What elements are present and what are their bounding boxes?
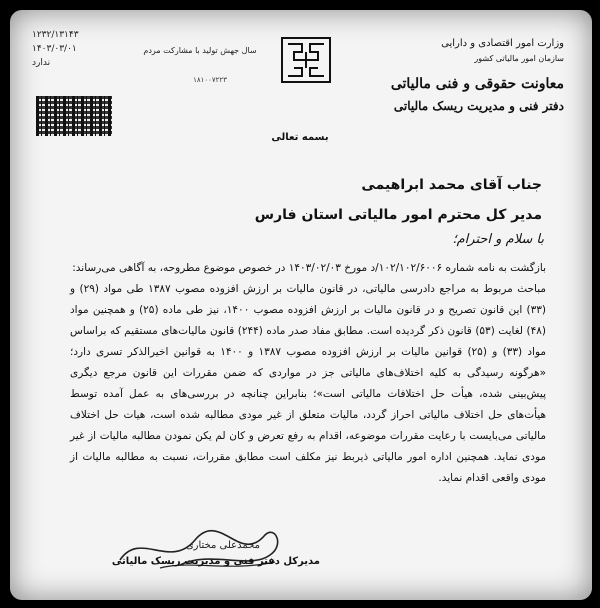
basmala: بسمه تعالی: [271, 132, 329, 143]
ministry-header: [364, 36, 564, 116]
addressee: [222, 170, 542, 230]
ministry-name: وزارت امور اقتصادی و دارایی: [441, 38, 564, 49]
year-slogan: سال جهش تولید با مشارکت مردم: [143, 46, 257, 55]
organization-name: سازمان امور مالیاتی کشور: [474, 54, 564, 63]
signatory-name: محمدعلی مختاری: [185, 540, 260, 551]
signatory-title: مدیرکل دفتر فنی و مدیریت ریسک مالیاتی: [111, 556, 320, 567]
body-paragraph: بازگشت به نامه شماره ۱۰۲/۱۰۲/۶۰۰۶/د مورخ ۱۴۰۳/۰۲/۰۳ در خصوص موضوع مطروحه، به آگاهی می‌رساند:: [72, 262, 546, 274]
letter-body: [70, 258, 546, 489]
letter-number: ۱۲۳۲/۱۳۱۴۳: [32, 30, 79, 40]
letter-meta: [32, 28, 112, 70]
deputy-name: معاونت حقوقی و فنی مالیاتی: [390, 76, 564, 92]
greeting: با سلام و احترام؛: [452, 232, 544, 247]
slogan-code: ۱۸۱۰۰۷۲۲۳: [193, 76, 227, 84]
letter-date: ۱۴۰۳/۰۳/۰۱: [32, 44, 77, 54]
letter-attachment: ندارد: [32, 58, 51, 68]
addressee-name: جناب آقای محمد ابراهیمی: [361, 177, 542, 193]
organization-logo-icon: [276, 32, 336, 88]
qr-code-icon: [36, 96, 112, 136]
signature-block: [80, 520, 320, 590]
office-name: دفتر فنی و مدیریت ریسک مالیاتی: [393, 99, 564, 113]
letter-page: [10, 10, 592, 600]
body-paragraph: مباحث مربوط به مراجع دادرسی مالیاتی، در قانون مالیات بر ارزش افزوده مصوب ۱۳۸۷ طی مواد (۲۹) و (۳۳) این قانون تصریح و در قانون مالیات بر ارزش افزوده مصوب ۱۴۰۰، نیز طی ماده (۲۵) و همچنین مواد (۴۸) لغایت (۵۳) قانون ذکر گردیده است. مطابق مفاد صدر ماده (۲۴۴) قانون مالیات‌های مستقیم که براساس مواد (۳۳) و (۲۵) قوانین مالیات بر ارزش افزوده مصوب ۱۳۸۷ و ۱۴۰۰ به قوانین اخیرالذکر تسری دارد؛ «هرگونه رسیدگی به کلیه اختلاف‌های مالیاتی جز در مواردی که ضمن مقررات این قانون مرجع دیگری پیش‌بینی شده، هیأت حل اختلافات مالیاتی است»؛ بنابراین چنانچه در بررسی‌های به عمل آمده توسط هیأت‌های حل اختلاف مالیاتی احراز گردد، مالیات متعلق از غیر مودی مطالبه شده است، هیات حل اختلاف مالیاتی می‌بایست با رعایت مقررات موضوعه، اقدام به رفع تعرض و کان لم یکن نمودن مطالبه مالیات از غیر مودی نماید. همچنین اداره امور مالیاتی ذیربط نیز مکلف است مطابق مقررات، نسبت به مطالبه مالیات از مودی واقعی اقدام نماید.: [70, 283, 547, 484]
addressee-title: مدیر کل محترم امور مالیاتی استان فارس: [254, 207, 542, 223]
